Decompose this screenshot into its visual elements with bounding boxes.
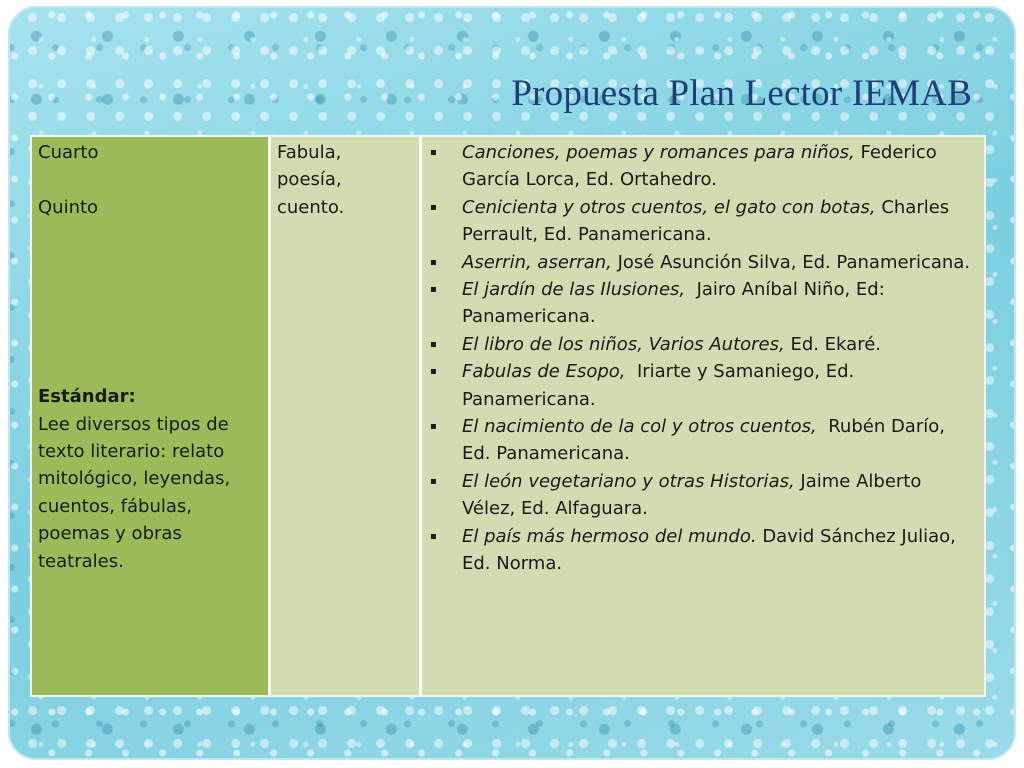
book-title: El libro de los niños, Varios Autores, xyxy=(462,333,785,355)
square-bullet-icon: ▪ xyxy=(430,201,437,213)
book-author-publisher: Charles Perrault, Ed. Panamericana. xyxy=(462,196,955,246)
book-author-publisher: José Asunción Silva, Ed. Panamericana. xyxy=(611,251,971,273)
book-entry xyxy=(462,468,978,523)
slide-title: Propuesta Plan Lector IEMAB xyxy=(511,73,972,114)
book-author-publisher: Ed. Ekaré. xyxy=(784,333,881,355)
book-list-item xyxy=(430,139,978,194)
book-list-item xyxy=(430,331,978,358)
grade-label: Cuarto xyxy=(38,142,99,163)
book-title: Aserrin, aserran, xyxy=(462,251,612,273)
book-entry xyxy=(462,358,978,413)
square-bullet-icon: ▪ xyxy=(430,421,437,433)
book-title: Fabulas de Esopo, xyxy=(462,361,626,383)
book-author-publisher: Jairo Aníbal Niño, Ed: Panamericana. xyxy=(462,279,891,328)
book-author-publisher: David Sánchez Juliao, Ed. Norma. xyxy=(462,525,962,575)
book-entry xyxy=(462,139,978,194)
book-list-item xyxy=(430,358,978,413)
book-entry xyxy=(462,413,978,468)
book-list-item xyxy=(430,194,978,249)
grade-label: Quinto xyxy=(38,196,99,218)
square-bullet-icon: ▪ xyxy=(430,284,437,296)
books-column xyxy=(419,137,984,695)
book-entry xyxy=(462,194,978,249)
book-author-publisher: Jaime Alberto Vélez, Ed. Alfaguara. xyxy=(462,470,928,520)
book-author-publisher: Rubén Darío, Ed. Panamericana. xyxy=(462,416,951,465)
square-bullet-icon: ▪ xyxy=(430,475,437,487)
book-title: Canciones, poemas y romances para niños, xyxy=(462,142,855,163)
book-entry xyxy=(462,276,978,331)
book-entry xyxy=(462,331,978,358)
book-title: El nacimiento de la col y otros cuentos, xyxy=(462,416,817,438)
book-title: El león vegetariano y otras Historias, xyxy=(462,470,795,492)
book-title: El jardín de las Ilusiones, xyxy=(462,279,686,301)
book-title: Cenicienta y otros cuentos, el gato con botas, xyxy=(462,196,876,218)
square-bullet-icon: ▪ xyxy=(430,256,437,268)
genres-column xyxy=(268,137,419,695)
book-author-publisher: Federico García Lorca, Ed. Ortahedro. xyxy=(462,142,943,191)
book-list-item xyxy=(430,413,978,468)
book-list-item xyxy=(430,276,978,331)
book-entry xyxy=(462,249,978,276)
book-list-item xyxy=(430,249,978,276)
book-list-item xyxy=(430,523,978,578)
reading-plan-table xyxy=(30,135,986,697)
square-bullet-icon: ▪ xyxy=(430,147,437,158)
genre-label: cuento. xyxy=(277,196,345,218)
square-bullet-icon: ▪ xyxy=(430,366,437,378)
standard-heading: Estándar: xyxy=(38,386,136,408)
book-list-item xyxy=(430,468,978,523)
genre-label: Fabula, xyxy=(277,142,342,163)
genre-label: poesía, xyxy=(277,169,342,191)
book-entry xyxy=(462,523,978,578)
book-title: El país más hermoso del mundo. xyxy=(462,525,757,547)
book-list xyxy=(430,139,978,578)
grades-column xyxy=(32,137,268,695)
book-author-publisher: Iriarte y Samaniego, Ed. Panamericana. xyxy=(462,361,860,410)
square-bullet-icon: ▪ xyxy=(430,338,437,350)
square-bullet-icon: ▪ xyxy=(430,530,437,542)
standard-text: Lee diversos tipos de texto literario: relato mitológico, leyendas, cuentos, fábulas, poemas y obras teatrales. xyxy=(38,413,231,572)
